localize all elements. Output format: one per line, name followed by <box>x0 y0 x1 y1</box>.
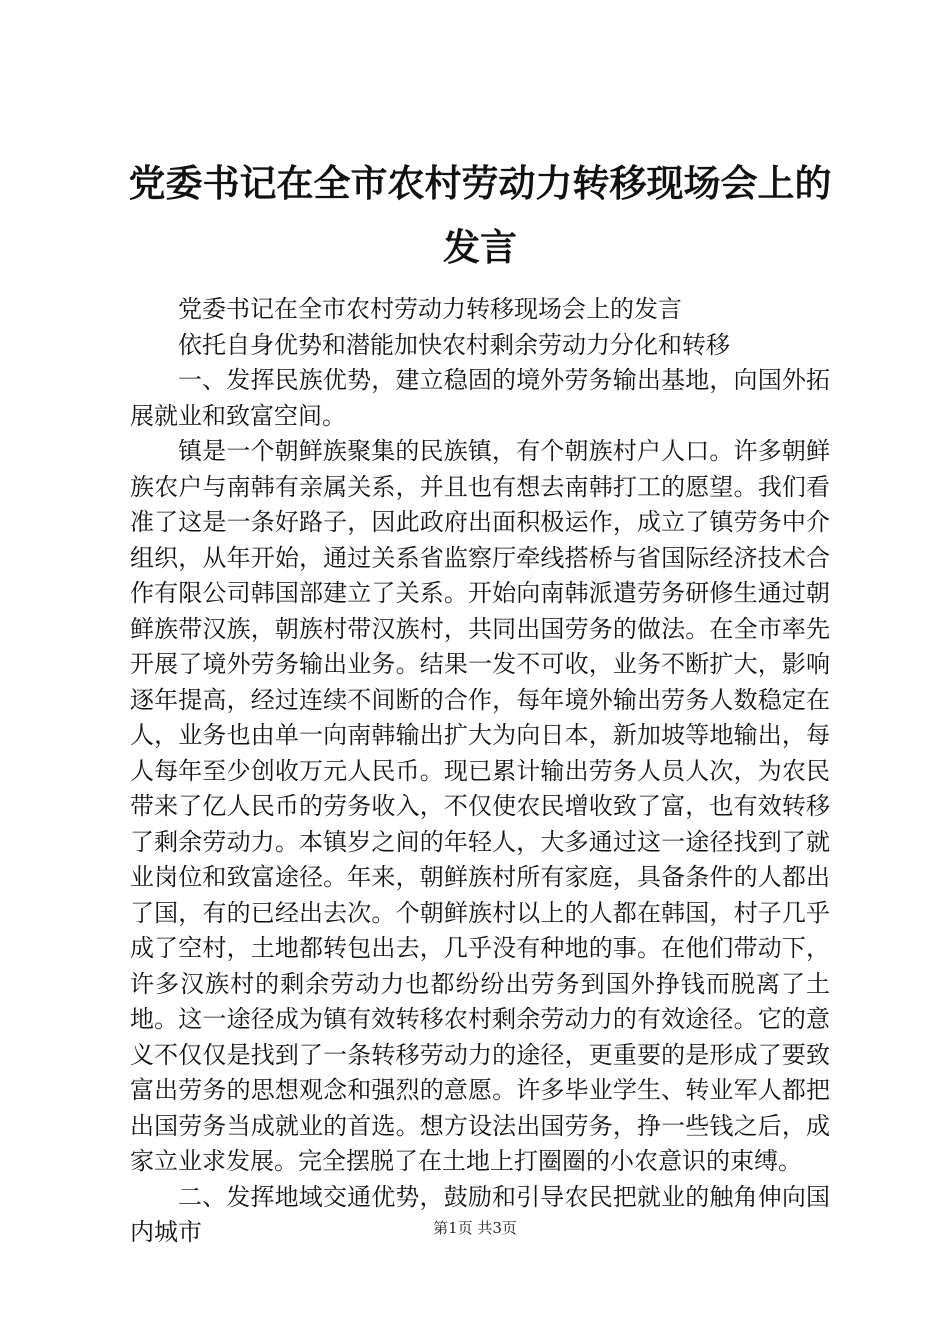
page-number-footer: 第1页 共3页 <box>433 1219 517 1237</box>
paragraph-section-one-body: 镇是一个朝鲜族聚集的民族镇，有个朝族村户人口。许多朝鲜族农户与南韩有亲属关系，并且也有想去南韩打工的愿望。我们看准了这是一条好路子，因此政府出面积极运作，成立了镇劳务中介组织，从年开始，通过关系省监察厅牵线搭桥与省国际经济技术合作有限公司韩国部建立了关系。开始向南韩派遣劳务研修生通过朝鲜族带汉族，朝族村带汉族村，共同出国劳务的做法。在全市率先开展了境外劳务输出业务。结果一发不可收，业务不断扩大，影响逐年提高，经过连续不间断的合作，每年境外输出劳务人数稳定在人，业务也由单一向南韩输出扩大为向日本，新加坡等地输出，每人每年至少创收万元人民币。现已累计输出劳务人员人次，为农民带来了亿人民币的劳务收入，不仅使农民增收致了富，也有效转移了剩余劳动力。本镇岁之间的年轻人，大多通过这一途径找到了就业岗位和致富途径。年来，朝鲜族村所有家庭，具备条件的人都出了国，有的已经出去次。个朝鲜族村以上的人都在韩国，村子几乎成了空村，土地都转包出去，几乎没有种地的事。在他们带动下，许多汉族村的剩余劳动力也都纷纷出劳务到国外挣钱而脱离了土地。这一途径成为镇有效转移农村剩余劳动力的有效途径。它的意义不仅仅是找到了一条转移劳动力的途径，更重要的是形成了要致富出劳务的思想观念和强烈的意愿。许多毕业学生、转业军人都把出国劳务当成就业的首选。想方设法出国劳务，挣一些钱之后，成家立业求发展。完全摆脱了在土地上打圈圈的小农意识的束缚。 <box>130 437 830 1175</box>
paragraph-section-one-heading: 一、发挥民族优势，建立稳固的境外劳务输出基地，向国外拓展就业和致富空间。 <box>130 366 830 430</box>
paragraph-theme: 依托自身优势和潜能加快农村剩余劳动力分化和转移 <box>178 330 730 359</box>
paragraph-subtitle: 党委书记在全市农村劳动力转移现场会上的发言 <box>178 295 682 323</box>
document-title: 党委书记在全市农村劳动力转移现场会上的发言 <box>128 162 832 269</box>
document-body <box>130 292 830 1251</box>
paragraph-section-two-heading: 二、发挥地域交通优势，鼓励和引导农民把就业的触角伸向国内城市 <box>130 1182 830 1246</box>
